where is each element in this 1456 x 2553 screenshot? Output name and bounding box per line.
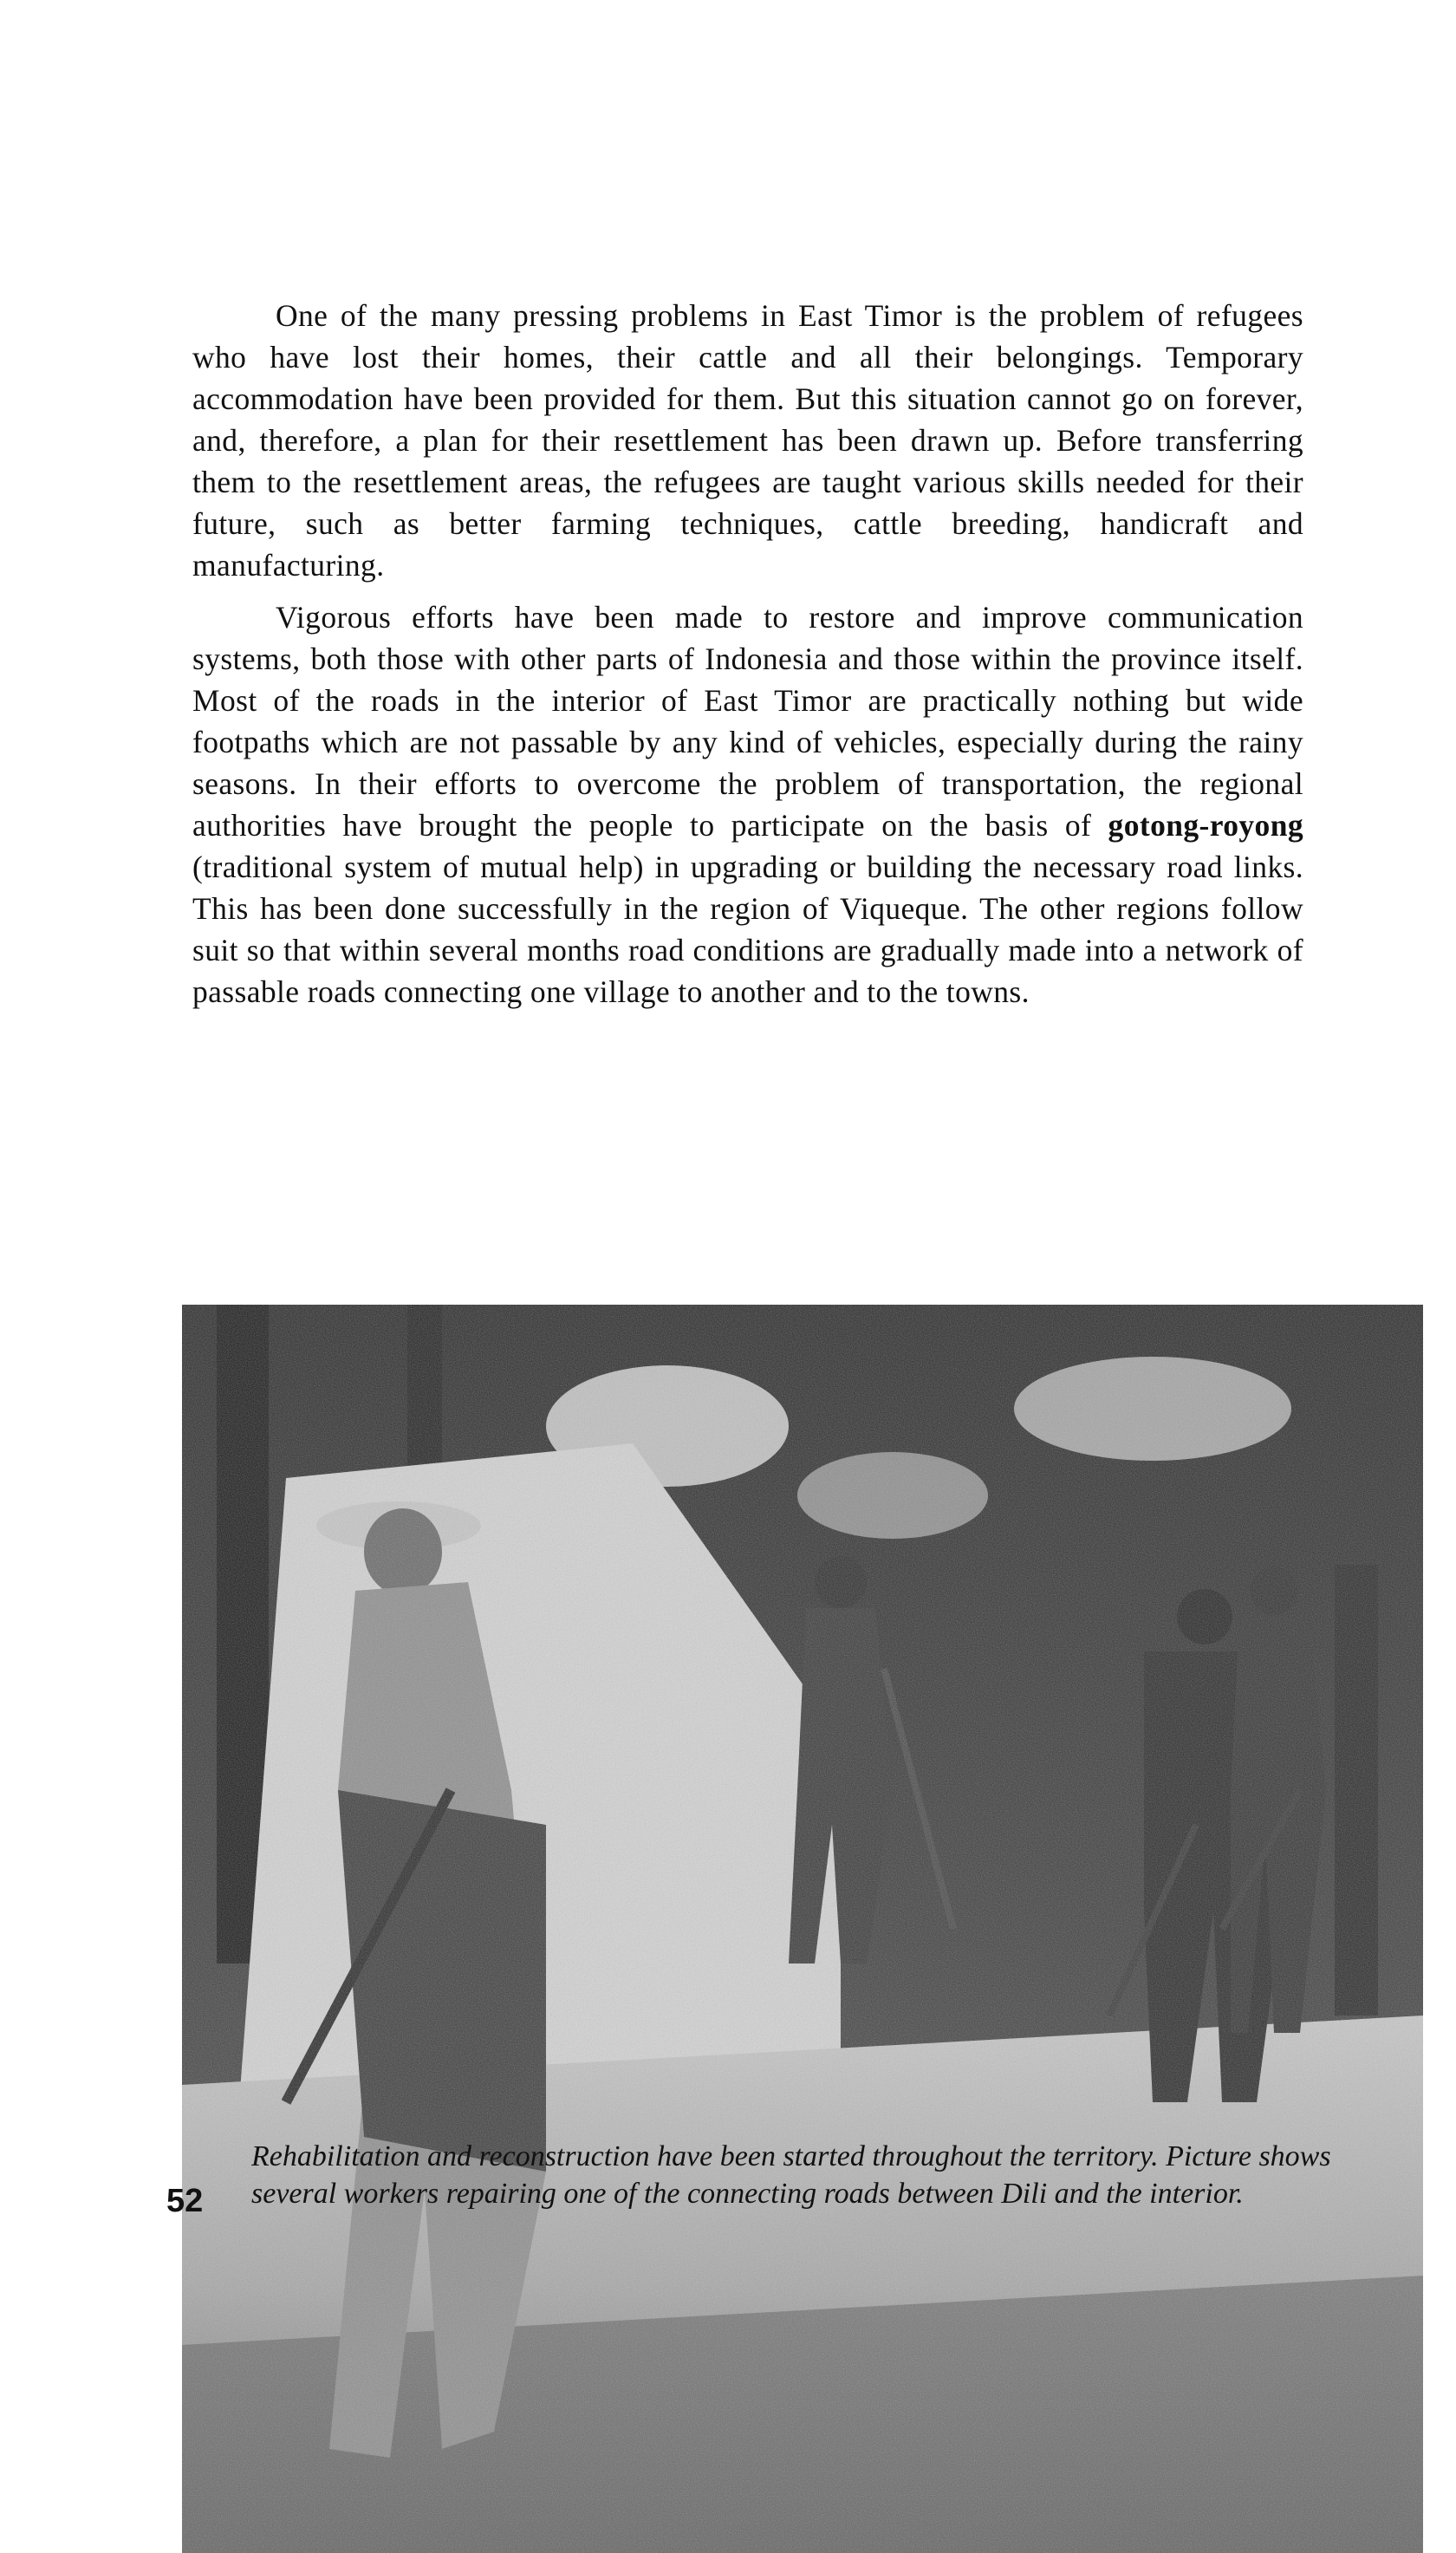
gotong-royong-term: gotong-royong — [1108, 808, 1303, 843]
paragraph-communication-start: Vigorous efforts have been made to restore and improve communication systems, both those with other parts of Indonesia and those within the province itself. Most of the roads in the interior of East Timor are practically nothing but wide footpaths which are not passable by any kind of vehicles, especially during the rainy seasons. In their efforts to overcome the problem of transportation, the regional authorities have brought the people to participate on the basis of — [192, 600, 1303, 843]
paragraph-communication — [192, 596, 1303, 1013]
paragraph-refugees: One of the many pressing problems in East Timor is the problem of refugees who have lost their homes, their cattle and all their belongings. Temporary accommodation have been provided for them. But this situation cannot go on forever, and, therefore, a plan for their resettlement has been drawn up. Before transferring them to the resettlement areas, the refugees are taught various skills needed for their future, such as better farming techniques, cattle breeding, handicraft and manufacturing. — [192, 298, 1303, 583]
photo-caption: Rehabilitation and reconstruction have been started throughout the territory. Picture shows several workers repairing one of the connecting roads between Dili and the interior. — [251, 2140, 1331, 2210]
road-workers-photo — [182, 1305, 1423, 2553]
paragraph-communication-end: (traditional system of mutual help) in upgrading or building the necessary road links. This has been done successfully in the region of Viqueque. The other regions follow suit so that within several months road conditions are gradually made into a network of passable roads connecting one village to another and to the towns. — [192, 850, 1303, 1009]
page-number: 52 — [166, 2183, 204, 2219]
photo-illustration — [182, 1305, 1423, 2553]
body-text — [192, 295, 1303, 1023]
